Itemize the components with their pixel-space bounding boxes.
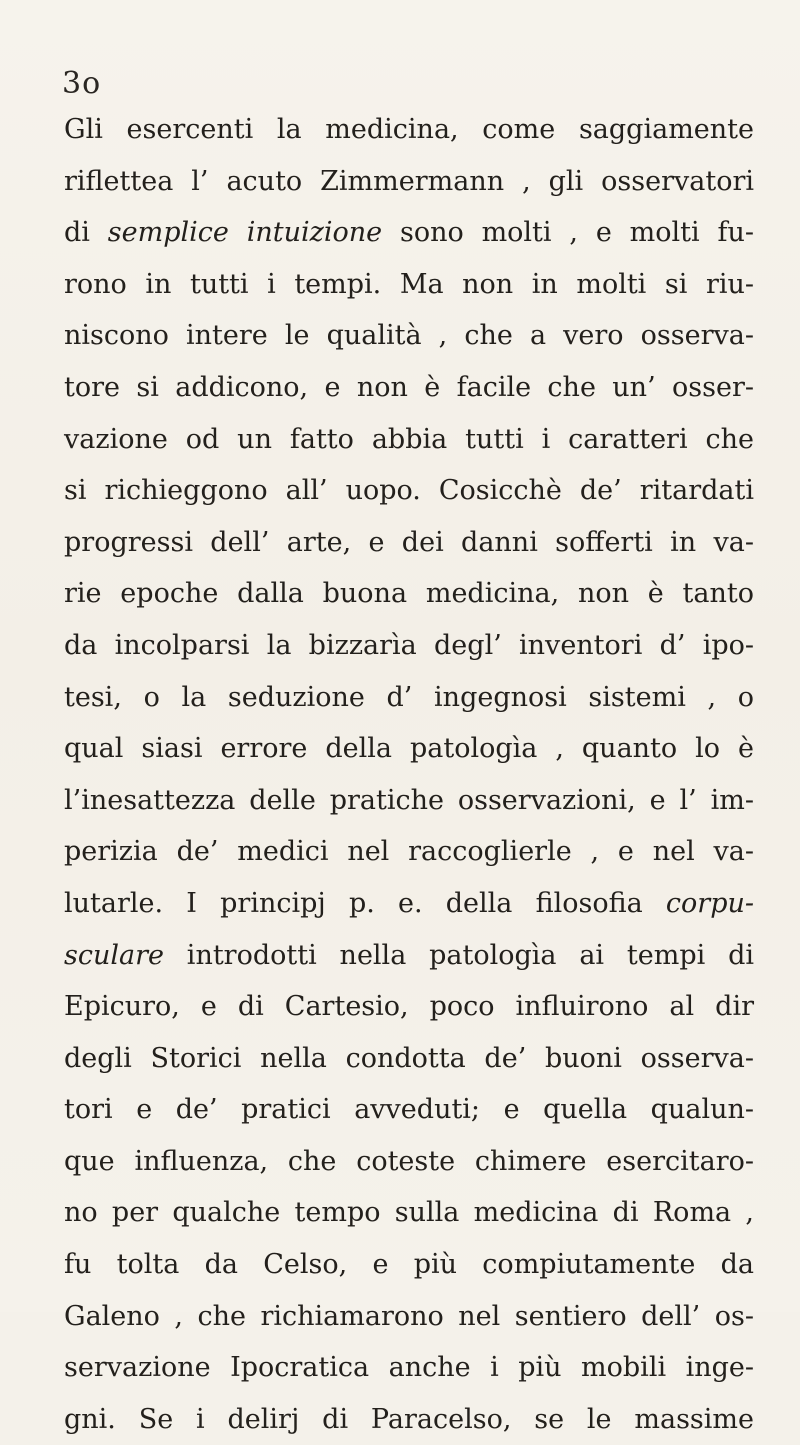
text-segment: Gli esercenti la medicina, come saggiamente bbox=[64, 114, 754, 145]
italic-text-segment: sculare bbox=[64, 939, 164, 971]
text-segment: qual siasi errore della patologìa , quanto lo è bbox=[64, 733, 754, 765]
text-line bbox=[64, 1394, 754, 1445]
text-segment: da incolparsi la bizzarìa degl’ inventori d’ ipo- bbox=[64, 629, 754, 661]
italic-text-segment: corpu- bbox=[665, 887, 754, 919]
text-segment: servazione Ipocratica anche i più mobili inge- bbox=[64, 1352, 754, 1384]
text-segment: vazione od un fatto abbia tutti i caratteri che bbox=[64, 423, 754, 455]
text-line bbox=[64, 1084, 754, 1136]
text-line bbox=[64, 620, 754, 672]
text-line bbox=[64, 207, 754, 259]
text-segment: Galeno , che richiamarono nel sentiero dell’ os- bbox=[64, 1300, 754, 1332]
text-line bbox=[64, 1291, 754, 1343]
text-segment: introdotti nella patologìa ai tempi di bbox=[163, 939, 754, 971]
text-line bbox=[64, 517, 754, 569]
text-line bbox=[64, 156, 754, 208]
text-line bbox=[64, 414, 754, 466]
text-segment: di bbox=[64, 217, 108, 249]
body-text bbox=[64, 104, 754, 1445]
text-segment: riflettea l’ acuto Zimmermann , gli osservatori bbox=[64, 165, 754, 197]
text-segment: progressi dell’ arte, e dei danni sofferti in va- bbox=[64, 526, 754, 558]
text-segment: que influenza, che coteste chimere esercitaro- bbox=[64, 1145, 754, 1177]
italic-text-segment: semplice intuizione bbox=[107, 217, 383, 249]
text-segment: gni. Se i delirj di Paracelso, se le massime bbox=[64, 1403, 754, 1435]
text-segment: perizia de’ medici nel raccoglierle , e nel va- bbox=[64, 836, 754, 868]
text-line bbox=[64, 568, 754, 620]
text-line bbox=[64, 465, 754, 517]
text-line bbox=[64, 878, 754, 930]
text-segment: niscono intere le qualità , che a vero osserva- bbox=[64, 320, 754, 352]
text-segment: sono molti , e molti fu- bbox=[382, 217, 754, 249]
text-line bbox=[64, 259, 754, 311]
text-line bbox=[64, 310, 754, 362]
text-line bbox=[64, 672, 754, 724]
text-segment: lutarle. I principj p. e. della filosofia bbox=[64, 887, 666, 919]
text-segment: fu tolta da Celso, e più compiutamente da bbox=[64, 1249, 754, 1281]
text-line bbox=[64, 1187, 754, 1239]
text-segment: l’inesattezza delle pratiche osservazioni, e l’ im- bbox=[64, 784, 754, 816]
text-segment: si richieggono all’ uopo. Cosicchè de’ ritardati bbox=[64, 475, 754, 507]
text-segment: tore si addicono, e non è facile che un’ osser- bbox=[64, 371, 754, 403]
text-line bbox=[64, 775, 754, 827]
text-line bbox=[64, 826, 754, 878]
text-line bbox=[64, 723, 754, 775]
text-line bbox=[64, 1033, 754, 1085]
text-line bbox=[64, 930, 754, 982]
text-segment: no per qualche tempo sulla medicina di Roma , bbox=[64, 1197, 754, 1229]
page-number: 3o bbox=[62, 66, 102, 101]
text-segment: Epicuro, e di Cartesio, poco influirono al dir bbox=[64, 991, 754, 1023]
text-line bbox=[64, 1136, 754, 1188]
text-line bbox=[64, 362, 754, 414]
text-segment: degli Storici nella condotta de’ buoni osserva- bbox=[64, 1042, 754, 1074]
text-line bbox=[64, 1239, 754, 1291]
text-line bbox=[64, 104, 754, 156]
text-segment: tesi, o la seduzione d’ ingegnosi sistemi , o bbox=[64, 681, 754, 713]
text-line bbox=[64, 981, 754, 1033]
text-segment: rono in tutti i tempi. Ma non in molti si riu- bbox=[64, 268, 754, 300]
text-segment: tori e de’ pratici avveduti; e quella qualun- bbox=[64, 1094, 754, 1126]
text-segment: rie epoche dalla buona medicina, non è tanto bbox=[64, 578, 754, 610]
text-line bbox=[64, 1342, 754, 1394]
